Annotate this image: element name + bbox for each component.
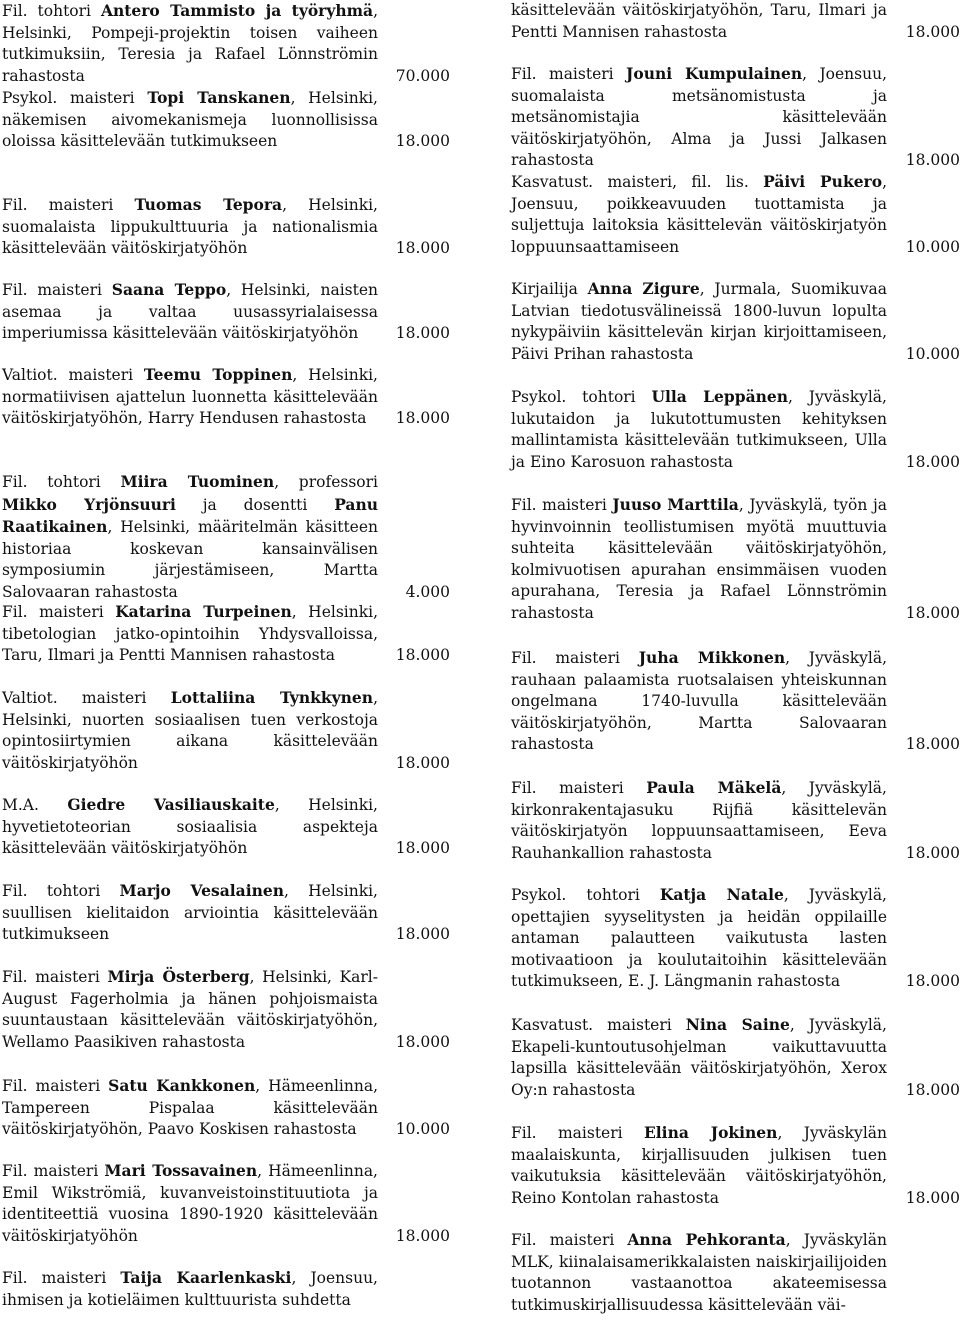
grant-text: Fil. maisteri <box>511 496 613 514</box>
grant-text: Fil. tohtori <box>2 2 101 20</box>
grant-description <box>511 386 887 473</box>
grant-description <box>511 494 887 624</box>
grant-description <box>511 884 887 993</box>
grant-entry <box>511 1014 960 1101</box>
grant-description <box>511 777 887 864</box>
recipient-name: Mari Tossavainen <box>104 1161 258 1180</box>
grant-entry <box>511 278 960 365</box>
grant-description <box>2 794 378 860</box>
recipient-name: Mirja Österberg <box>107 967 250 986</box>
grant-text: Fil. maisteri <box>2 196 135 214</box>
grant-entry <box>2 966 450 1053</box>
grant-description <box>511 647 887 756</box>
recipient-name: Miira Tuominen <box>120 472 275 491</box>
grant-text: Psykol. maisteri <box>2 89 148 107</box>
grant-text: , Helsinki, naisten asemaa ja valtaa uusassyrialaisessa imperiumissa käsittelevään väitöskirjatyöhön <box>2 281 379 342</box>
recipient-name: Paula Mäkelä <box>646 778 782 797</box>
grant-text: , Joensuu, suomalaista metsänomistusta ja metsänomistajia käsittelevään väitöskirjatyöhön, Alma ja Jussi Jalkasen rahastosta <box>511 65 887 169</box>
grant-amount: 18.000 <box>395 409 450 427</box>
grant-amount: 10.000 <box>905 237 960 256</box>
grant-amount: 18.000 <box>395 753 450 772</box>
grant-text: , Helsinki, suomalaista lippukulttuuria ja nationalismia käsittelevään väitöskirjatyöhön <box>2 196 378 257</box>
grant-entry <box>511 494 960 624</box>
grant-text: Psykol. tohtori <box>511 886 660 904</box>
grant-text: Fil. maisteri <box>2 281 112 299</box>
grant-text: , Jyväskylä, työn ja hyvinvoinnin teollistumisen myötä muuttuvia suhteita käsittelevään väitöskirjatyöhön, kolmivuotisen apurahan ensimmäisen vuoden apurahana, Teresia ja Rafael Lönnströmin rahastosta <box>511 496 887 622</box>
grant-description <box>511 278 887 365</box>
recipient-name: Teemu Toppinen <box>143 365 293 384</box>
grant-text: Fil. maisteri <box>2 603 116 621</box>
grant-text: Fil. maisteri <box>511 65 627 83</box>
grant-entry <box>511 63 960 172</box>
grant-description <box>2 87 378 153</box>
grant-amount: 4.000 <box>405 582 450 601</box>
grant-entry <box>511 0 960 43</box>
grant-amount: 18.000 <box>395 646 450 664</box>
grant-description <box>511 1014 887 1101</box>
recipient-name: Mikko Yrjönsuuri <box>2 494 176 514</box>
grant-text: Fil. maisteri <box>511 779 647 797</box>
grant-text: Fil. maisteri <box>511 1124 644 1142</box>
grant-description <box>2 364 378 430</box>
recipient-name: Saana Teppo <box>111 280 227 299</box>
grant-text: Kasvatust. maisteri <box>511 1016 686 1034</box>
grant-text: , Jyväskylä, Ekapeli-kuntoutusohjelman vaikuttavuutta lapsilla käsittelevään väitöskirjatyöhön, Xerox Oy:n rahastosta <box>511 1016 887 1099</box>
grant-entry <box>2 880 450 946</box>
grant-entry <box>511 777 960 864</box>
recipient-name: Juuso Marttila <box>612 495 739 514</box>
grant-amount: 18.000 <box>905 22 960 41</box>
grant-text: , Helsinki, tibetologian jatko-opintoihin Yhdysvalloissa, Taru, Ilmari ja Pentti Mannisen rahastosta <box>2 603 378 664</box>
grant-amount: 18.000 <box>905 972 960 990</box>
grant-entry <box>2 687 450 774</box>
recipient-name: Taija Kaarlenkaski <box>120 1268 292 1287</box>
grant-description <box>2 601 378 667</box>
grant-text: , Jyväskylä, opettajien syyselitysten ja heidän oppilaille antaman palautteen vaikutusta lasten motivaatioon ja koulutaitoihin käsittelevään tutkimukseen, E. J. Längmanin rahastosta <box>511 886 887 990</box>
grant-text: Fil. maisteri <box>2 1162 105 1180</box>
grant-amount: 18.000 <box>905 843 960 862</box>
grant-entry <box>2 794 450 860</box>
grant-text: , professori <box>274 473 378 491</box>
grant-entry <box>2 1075 450 1141</box>
recipient-name: Tuomas Tepora <box>134 195 283 214</box>
grant-text: Fil. tohtori <box>2 882 120 900</box>
grant-amount: 18.000 <box>905 452 960 471</box>
grant-text: , Jyväskylä, kirkonrakentajasuku Rijfiä käsittelevän väitöskirjatyön loppuunsaattamiseen, Eeva Rauhankallion rahastosta <box>511 779 887 862</box>
grant-amount: 18.000 <box>395 925 450 943</box>
recipient-name: Lottaliina Tynkkynen <box>170 688 374 707</box>
grant-text: , Helsinki, näkemisen aivomekanismeja luonnollisissa oloissa käsittelevään tutkimukseen <box>2 89 378 150</box>
recipient-name: Ulla Leppänen <box>651 387 789 406</box>
grant-text: Fil. tohtori <box>2 473 121 491</box>
grant-text: , Jyväskylä, rauhaan palaamista ruotsalaisen yhteiskunnan ongelmana 1740-luvulla käsittelevään väitöskirjatyöhön, Martta Salovaaran rahastosta <box>511 649 887 753</box>
grant-entry <box>2 601 450 667</box>
grant-text: Fil. maisteri <box>511 649 639 667</box>
grant-amount: 18.000 <box>395 239 450 257</box>
recipient-name: Anna Pehkoranta <box>627 1230 786 1249</box>
grant-description <box>2 0 378 87</box>
grant-text: , Joensuu, poikkeavuuden tuottamista ja suljettuja laitoksia käsittelevän väitöskirjatyön loppuunsaattamiseen <box>511 173 887 256</box>
grant-text: , Jyväskylän maalaiskunta, kirjallisuuden julkisen tuen vaikutuksia käsittelevään väitöskirjatyöhön, Reino Kontolan rahastosta <box>511 1124 887 1207</box>
grant-text: käsittelevään väitöskirjatyöhön, Taru, Ilmari ja Pentti Mannisen rahastosta <box>511 1 887 41</box>
grant-text: , Helsinki, määritelmän käsitteen historiaa koskevan kansainvälisen symposiumin järjestämiseen, Martta Salovaaran rahastosta <box>2 518 378 601</box>
grant-entry <box>2 1267 450 1311</box>
grant-text: , Joensuu, ihmisen ja kotieläimen kulttuurista suhdetta <box>2 1269 378 1309</box>
grant-text: , Helsinki, nuorten sosiaalisen tuen verkostoja opintosiirtymien aikana käsittelevään väitöskirjatyöhön <box>2 689 378 772</box>
grant-description <box>511 63 887 172</box>
grant-entry <box>2 1160 450 1247</box>
grant-text: Psykol. tohtori <box>511 388 652 406</box>
grant-amount: 10.000 <box>395 1120 450 1138</box>
grant-entry <box>2 194 450 260</box>
grant-text: , Helsinki, Pompeji-projektin toisen vaiheen tutkimuksiin, Teresia ja Rafael Lönnströmin rahastosta <box>2 2 378 85</box>
grant-text: Fil. maisteri <box>2 1269 121 1287</box>
grant-amount: 10.000 <box>905 344 960 363</box>
recipient-name: Satu Kankkonen <box>108 1076 256 1095</box>
grant-description <box>2 1075 378 1141</box>
recipient-name: Giedre Vasiliauskaite <box>67 795 275 814</box>
recipient-name: Anna Zigure <box>587 279 700 298</box>
grant-text: , Helsinki, Karl-August Fagerholmia ja hänen pohjoismaista suuntaustaan käsittelevään väitöskirjatyöhön, Wellamo Paasikiven rahastosta <box>2 968 379 1051</box>
grant-amount: 18.000 <box>395 132 450 150</box>
grant-description <box>511 171 887 258</box>
grant-entry <box>511 386 960 473</box>
grant-amount: 18.000 <box>905 1188 960 1207</box>
grant-entry <box>2 364 450 430</box>
recipient-name: Antero Tammisto ja työryhmä <box>100 1 374 20</box>
recipient-name: Nina Saine <box>685 1015 790 1034</box>
grant-description <box>2 880 378 946</box>
grant-entry <box>511 171 960 258</box>
grant-amount: 18.000 <box>395 1226 450 1245</box>
grant-text: , Hämeenlinna, Emil Wikströmiä, kuvanveistoinstituutiota ja identiteettiä vuosina 1890-1920 käsittelevään väitöskirjatyöhön <box>2 1162 378 1245</box>
grant-text: Valtiot. maisteri <box>2 689 171 707</box>
grant-entry <box>2 471 450 603</box>
recipient-name: Jouni Kumpulainen <box>626 64 803 83</box>
grant-text: Fil. maisteri <box>2 1077 109 1095</box>
grant-text: , Jyväskylä, lukutaidon ja lukutottumusten kehityksen mallintamista käsittelevään tutkimukseen, Ulla ja Eino Karosuon rahastosta <box>511 388 887 471</box>
grant-entry <box>511 884 960 993</box>
grant-entry <box>511 647 960 756</box>
grant-text: M.A. <box>2 796 68 814</box>
grant-amount: 18.000 <box>905 151 960 169</box>
grant-description <box>511 1122 887 1209</box>
grant-text: , Helsinki, normatiivisen ajattelun luonnetta käsittelevään väitöskirjatyöhön, Harry Hendusen rahastosta <box>2 366 378 427</box>
grant-text: , Hämeenlinna, Tampereen Pispalaa käsittelevään väitöskirjatyöhön, Paavo Koskisen rahastosta <box>2 1077 378 1138</box>
grant-text: ja dosentti <box>175 495 335 514</box>
grant-amount: 18.000 <box>905 1080 960 1099</box>
grant-description <box>2 1267 378 1311</box>
recipient-name: Topi Tanskanen <box>147 88 291 107</box>
grant-text: , Jyväskylän MLK, kiinalaisamerikkalaisten naiskirjailijoiden tuotannon vastaanottoa akateemisessa tutkimuskirjallisuudessa käsittelevään väi- <box>511 1231 887 1314</box>
grant-entry <box>511 1229 960 1316</box>
grant-amount: 18.000 <box>395 324 450 342</box>
grant-description <box>511 1229 887 1316</box>
recipient-name: Marjo Vesalainen <box>119 881 284 900</box>
recipient-name: Panu Raatikainen <box>2 494 379 536</box>
grant-description <box>2 966 378 1053</box>
grant-description <box>511 0 887 43</box>
recipient-name: Juha Mikkonen <box>638 648 786 667</box>
grant-text: , Helsinki, hyvetietoteorian sosiaalisia aspekteja käsittelevään väitöskirjatyöhön <box>2 796 378 857</box>
grant-text: Kirjailija <box>511 280 588 298</box>
grant-entry <box>2 279 450 345</box>
recipient-name: Katja Natale <box>659 885 784 904</box>
grant-text: , Helsinki, suullisen kielitaidon arviointia käsittelevään tutkimukseen <box>2 882 378 943</box>
grant-text: Valtiot. maisteri <box>2 366 144 384</box>
grant-description <box>2 1160 378 1247</box>
grant-amount: 18.000 <box>905 603 960 622</box>
grant-amount: 70.000 <box>395 66 450 85</box>
grant-entry <box>2 87 450 153</box>
recipient-name: Katarina Turpeinen <box>115 602 292 621</box>
grant-entry <box>2 0 450 87</box>
grant-description <box>2 687 378 774</box>
grant-text: , Jurmala, Suomikuvaa Latvian tiedotusvälineissä 1800-luvun lopulta nykypäiviin käsittelevän kirjan kirjoittamiseen, Päivi Prihan rahastosta <box>511 280 888 363</box>
recipient-name: Elina Jokinen <box>643 1123 778 1142</box>
grant-description <box>2 279 378 345</box>
grant-description <box>2 194 378 260</box>
grant-entry <box>511 1122 960 1209</box>
grant-amount: 18.000 <box>905 735 960 753</box>
grant-description <box>2 471 378 603</box>
grant-text: Fil. maisteri <box>2 968 108 986</box>
grant-text: Kasvatust. maisteri, fil. lis. <box>511 173 764 191</box>
grant-text: Fil. maisteri <box>511 1231 628 1249</box>
recipient-name: Päivi Pukero <box>763 172 883 191</box>
grant-amount: 18.000 <box>395 839 450 857</box>
grant-amount: 18.000 <box>395 1032 450 1051</box>
